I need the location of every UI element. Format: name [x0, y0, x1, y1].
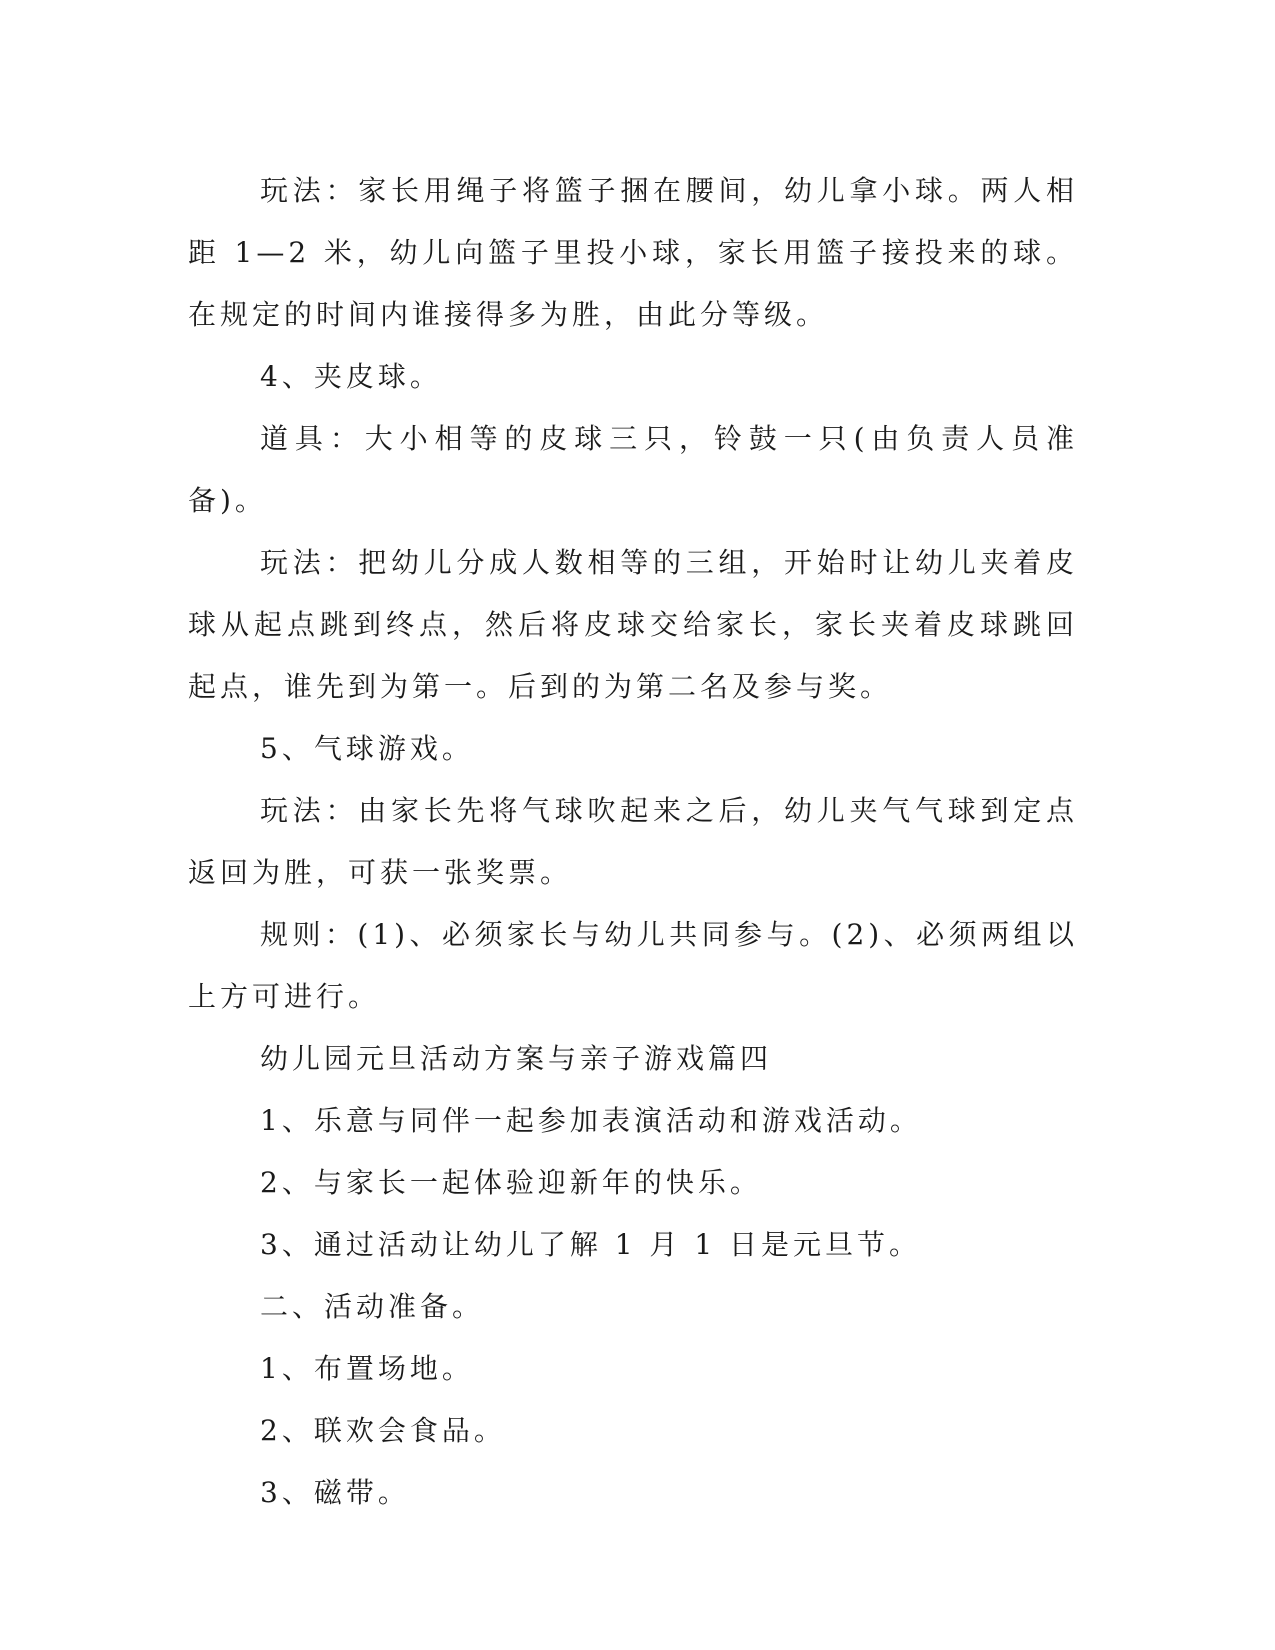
- paragraph-general-rules: 规则：(1)、必须家长与幼儿共同参与。(2)、必须两组以上方可进行。: [188, 918, 1078, 1013]
- section-title: 幼儿园元旦活动方案与亲子游戏篇四: [260, 1042, 773, 1075]
- goal-item-3: 3、通过活动让幼儿了解 1 月 1 日是元旦节。: [260, 1228, 922, 1261]
- paragraph-item-4-heading: 4、夹皮球。: [260, 360, 442, 393]
- preparation-item-3: 3、磁带。: [260, 1476, 410, 1509]
- preparation-item-2: 2、联欢会食品。: [260, 1414, 506, 1447]
- paragraph-clamp-ball-rules: 玩法：把幼儿分成人数相等的三组，开始时让幼儿夹着皮球从起点跳到终点，然后将皮球交给家长，家长夹着皮球跳回起点，谁先到为第一。后到的为第二名及参与奖。: [188, 546, 1078, 703]
- paragraph-ball-toss-rules: 玩法：家长用绳子将篮子捆在腰间，幼儿拿小球。两人相距 1—2 米，幼儿向篮子里投小球，家长用篮子接投来的球。在规定的时间内谁接得多为胜，由此分等级。: [188, 174, 1078, 331]
- preparation-heading: 二、活动准备。: [260, 1290, 485, 1323]
- paragraph-item-5-heading: 5、气球游戏。: [260, 732, 474, 765]
- goal-item-1: 1、乐意与同伴一起参加表演活动和游戏活动。: [260, 1104, 922, 1137]
- goal-item-2: 2、与家长一起体验迎新年的快乐。: [260, 1166, 762, 1199]
- paragraph-balloon-rules: 玩法：由家长先将气球吹起来之后，幼儿夹气气球到定点返回为胜，可获一张奖票。: [188, 794, 1078, 889]
- paragraph-props: 道具：大小相等的皮球三只，铃鼓一只(由负责人员准备)。: [188, 422, 1078, 517]
- document-body: [188, 160, 1078, 1524]
- preparation-item-1: 1、布置场地。: [260, 1352, 474, 1385]
